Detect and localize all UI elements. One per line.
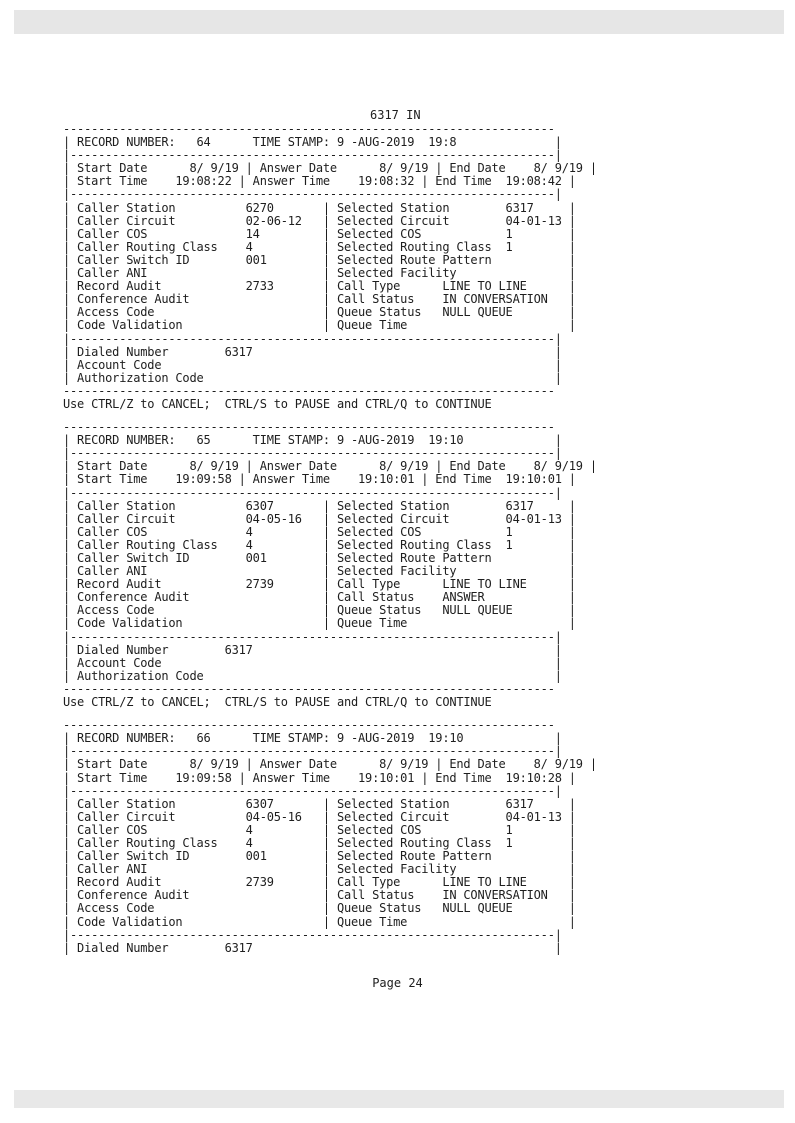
printout-line: | Caller Routing Class 4 | Selected Routing Class 1 | [63,835,576,850]
printout-line: | Access Code | Queue Status NULL QUEUE | [63,603,576,618]
printout-line: | Start Date 8/ 9/19 | Answer Date 8/ 9/19 | End Date 8/ 9/19 | [63,459,597,474]
printout-line: | Account Code | [63,357,562,372]
printout-line: | Authorization Code | [63,668,562,683]
printout-line: ---------------------------------------------------------------------- [63,122,555,136]
printout-line: |---------------------------------------------------------------------| [63,187,562,202]
printout-line: |---------------------------------------------------------------------| [63,629,562,644]
printout-line: |---------------------------------------------------------------------| [63,744,562,759]
printout-line: Use CTRL/Z to CANCEL; CTRL/S to PAUSE and CTRL/Q to CONTINUE [63,396,492,411]
printout-line: |---------------------------------------------------------------------| [63,331,562,346]
printout-line: | Conference Audit | Call Status IN CONVERSATION | [63,888,576,903]
printout-line: |---------------------------------------------------------------------| [63,446,562,461]
printout-line: | Record Audit 2739 | Call Type LINE TO LINE | [63,875,576,890]
printout-line: | Caller COS 14 | Selected COS 1 | [63,226,576,241]
printout-line: | RECORD NUMBER: 64 TIME STAMP: 9 -AUG-2019 19:8 | [63,135,562,150]
printout-line: | Record Audit 2739 | Call Type LINE TO LINE | [63,577,576,592]
printout-line: | Code Validation | Queue Time | [63,914,576,929]
printout-line: | Authorization Code | [63,370,562,385]
printout-line: | Caller ANI | Selected Facility | [63,266,576,281]
printout-line: | Access Code | Queue Status NULL QUEUE | [63,901,576,916]
printout-line: | Dialed Number 6317 | [63,344,562,359]
printout-line: |---------------------------------------------------------------------| [63,783,562,798]
scan-edge-bottom [14,1090,784,1108]
printout-line: |---------------------------------------------------------------------| [63,485,562,500]
printout-line: | Caller Station 6307 | Selected Station 6317 | [63,498,576,513]
printout-line: | Start Time 19:09:58 | Answer Time 19:10:01 | End Time 19:10:28 | [63,770,576,785]
printout-line: | Caller Routing Class 4 | Selected Routing Class 1 | [63,537,576,552]
printout-line: | Caller ANI | Selected Facility | [63,564,576,579]
page-number: Page 24 [372,976,423,990]
printout-line: | Conference Audit | Call Status ANSWER | [63,590,576,605]
printout-line: | Access Code | Queue Status NULL QUEUE | [63,305,576,320]
printout-line: | Code Validation | Queue Time | [63,318,576,333]
printout-line: | Caller Switch ID 001 | Selected Route Pattern | [63,551,576,565]
printout-line: | Caller Station 6270 | Selected Station 6317 | [63,200,576,215]
printout-line: | Record Audit 2733 | Call Type LINE TO LINE | [63,279,576,294]
printout-line: ---------------------------------------------------------------------- [63,420,555,435]
printout-line: | Dialed Number 6317 | [63,940,562,955]
printout-line: | Start Time 19:08:22 | Answer Time 19:08:32 | End Time 19:08:42 | [63,174,576,189]
printout-line: | Caller Station 6307 | Selected Station 6317 | [63,796,576,811]
printout-line: | Caller Switch ID 001 | Selected Route Pattern | [63,252,576,267]
scan-edge-top [14,10,784,34]
printout-line: ---------------------------------------------------------------------- [63,718,555,733]
printout-line: | Conference Audit | Call Status IN CONVERSATION | [63,292,576,307]
printout-line: |---------------------------------------------------------------------| [63,148,562,163]
printout-line: | Caller Circuit 04-05-16 | Selected Circuit 04-01-13 | [63,809,576,824]
printout-line: | Start Date 8/ 9/19 | Answer Date 8/ 9/19 | End Date 8/ 9/19 | [63,161,597,176]
printout-line: |---------------------------------------------------------------------| [63,927,562,942]
printout-line: | RECORD NUMBER: 65 TIME STAMP: 9 -AUG-2019 19:10 | [63,433,562,448]
printout-line: Use CTRL/Z to CANCEL; CTRL/S to PAUSE and CTRL/Q to CONTINUE [63,695,492,710]
printout-line: | Caller COS 4 | Selected COS 1 | [63,822,576,837]
printout-line: | Caller Circuit 02-06-12 | Selected Circuit 04-01-13 | [63,213,576,228]
printout-line: | Caller Routing Class 4 | Selected Routing Class 1 | [63,239,576,254]
printout-line: | Caller ANI | Selected Facility | [63,862,576,877]
printout-line: | Start Time 19:09:58 | Answer Time 19:10:01 | End Time 19:10:01 | [63,472,576,487]
printout-line: | Caller COS 4 | Selected COS 1 | [63,524,576,539]
printout-line: | Caller Circuit 04-05-16 | Selected Circuit 04-01-13 | [63,511,576,526]
header-title: 6317 IN [370,108,421,122]
printout-line: | Code Validation | Queue Time | [63,616,576,631]
call-record-printout [63,123,693,955]
printout-line: | RECORD NUMBER: 66 TIME STAMP: 9 -AUG-2019 19:10 | [63,731,562,746]
printout-line: | Caller Switch ID 001 | Selected Route Pattern | [63,849,576,864]
printout-line: ---------------------------------------------------------------------- [63,681,555,696]
printout-line: ---------------------------------------------------------------------- [63,383,555,398]
printout-line: | Dialed Number 6317 | [63,642,562,657]
printout-line: | Start Date 8/ 9/19 | Answer Date 8/ 9/19 | End Date 8/ 9/19 | [63,757,597,772]
printout-line: | Account Code | [63,655,562,670]
